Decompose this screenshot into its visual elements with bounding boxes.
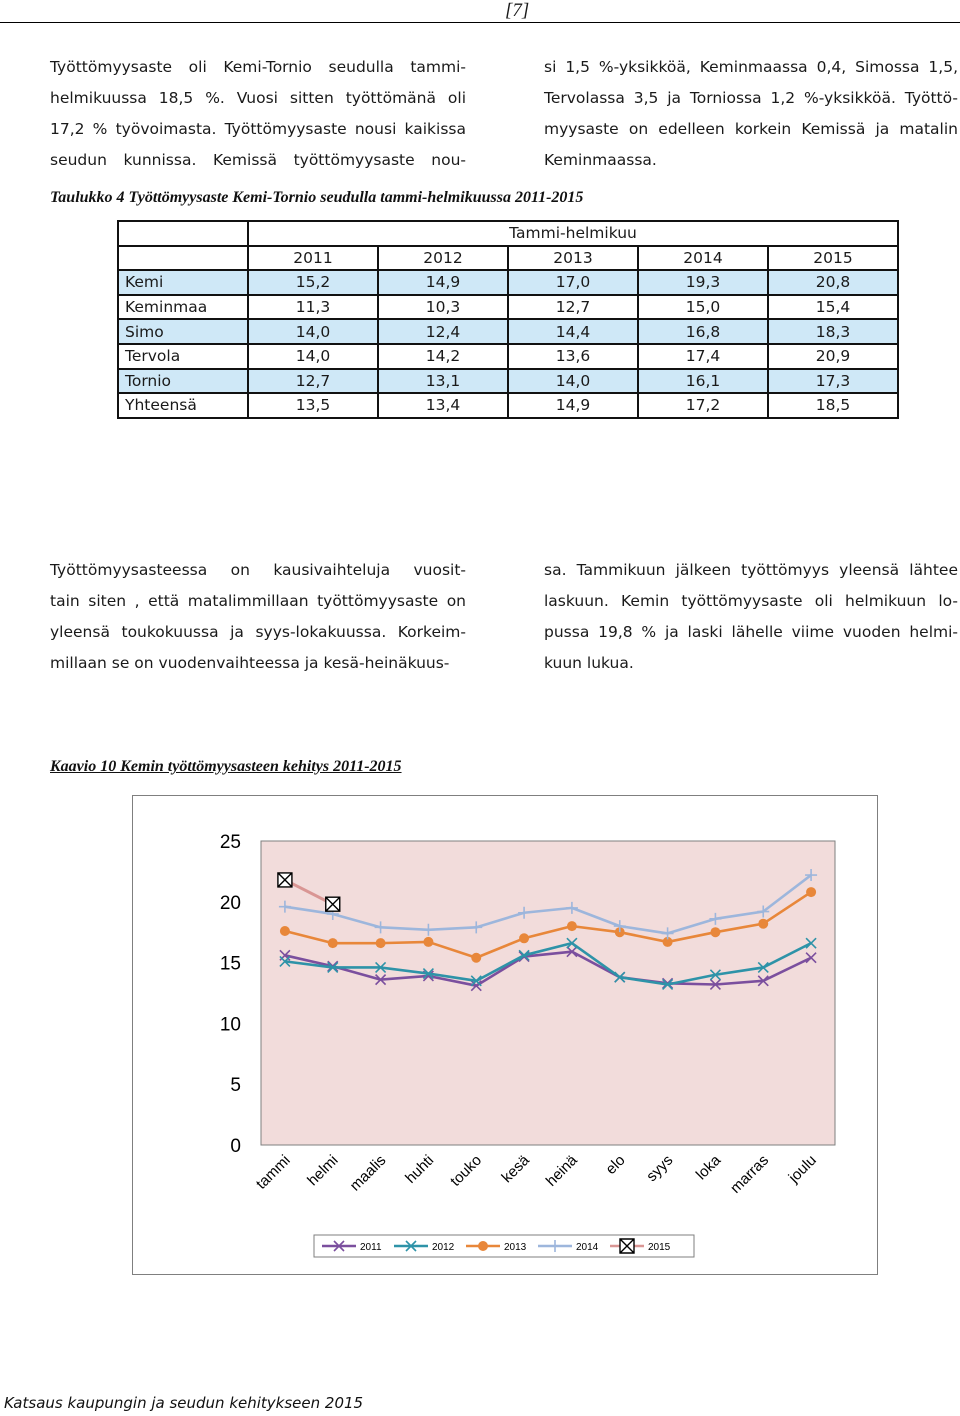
legend-label: 2014 (576, 1242, 599, 1253)
x-tick-label: maalis (346, 1151, 390, 1195)
x-tick-label: joulu (785, 1151, 820, 1187)
data-point-marker (478, 1241, 488, 1251)
table-cell: 10,3 (378, 295, 508, 320)
legend-label: 2012 (432, 1242, 455, 1253)
year-header: 2012 (378, 246, 508, 271)
page-number: [7] (505, 0, 530, 21)
table-cell: 15,2 (248, 270, 378, 295)
table-cell: 14,0 (508, 369, 638, 394)
table-row (118, 270, 898, 295)
data-point-marker (567, 921, 577, 931)
text-line: sa. Tammikuun jälkeen työttömyys yleensä lähtee (544, 561, 958, 579)
table-cell: 12,7 (248, 369, 378, 394)
x-tick-label: kesä (498, 1151, 533, 1187)
table-cell: 15,4 (768, 295, 898, 320)
text-line: Keminmaassa. (544, 151, 657, 169)
data-point-marker (280, 926, 290, 936)
data-point-marker (519, 933, 529, 943)
table-cell: 13,6 (508, 344, 638, 369)
legend-label: 2013 (504, 1242, 527, 1253)
data-point-marker (710, 927, 720, 937)
y-tick-label: 15 (219, 953, 241, 975)
table-cell: 12,7 (508, 295, 638, 320)
legend-label: 2015 (648, 1242, 671, 1253)
row-label: Tervola (118, 344, 248, 369)
y-tick-label: 25 (219, 832, 241, 853)
intro-left-column (50, 52, 466, 176)
data-point-marker (806, 887, 816, 897)
text-line: si 1,5 %-yksikköä, Keminmaassa 0,4, Simossa 1,5, (544, 58, 958, 76)
table-cell: 14,9 (378, 270, 508, 295)
data-point-marker (620, 1239, 634, 1253)
text-line: tain siten , että matalimmillaan työttömyysaste on (50, 592, 466, 610)
text-line: pussa 19,8 % ja laski lähelle viime vuoden helmi- (544, 623, 958, 641)
table-cell: 18,5 (768, 393, 898, 418)
text-line: Työttömyysasteessa on kausivaihteluja vuosit- (50, 561, 466, 579)
table-row (118, 393, 898, 418)
x-tick-label: huhti (402, 1151, 438, 1187)
table-cell: 13,5 (248, 393, 378, 418)
legend (314, 1235, 694, 1257)
y-tick-label: 20 (219, 892, 241, 914)
table-cell: 13,4 (378, 393, 508, 418)
text-line: laskuun. Kemin työttömyysaste oli helmikuun lo- (544, 592, 958, 610)
page-footer: Katsaus kaupungin ja seudun kehitykseen 2015 (4, 1394, 364, 1412)
table-cell: 19,3 (638, 270, 768, 295)
table-header-row (118, 221, 898, 246)
table-cell: 17,0 (508, 270, 638, 295)
table-cell: 14,0 (248, 319, 378, 344)
y-tick-label: 0 (230, 1136, 241, 1157)
table-cell: 18,3 (768, 319, 898, 344)
table-cell: 16,1 (638, 369, 768, 394)
x-tick-label: elo (602, 1151, 629, 1178)
x-tick-label: heinä (542, 1151, 581, 1190)
body-left-column (50, 555, 466, 679)
x-tick-label: marras (727, 1151, 773, 1197)
data-point-marker (328, 938, 338, 948)
year-header: 2011 (248, 246, 378, 271)
x-tick-label: touko (447, 1151, 486, 1190)
intro-right-column (544, 52, 958, 176)
table-cell: 14,4 (508, 319, 638, 344)
data-point-marker (376, 938, 386, 948)
body-right-column (544, 555, 958, 679)
text-line: millaan se on vuodenvaihteessa ja kesä-heinäkuus- (50, 654, 450, 672)
text-line: seudun kunnissa. Kemissä työttömyysaste nou- (50, 151, 466, 169)
text-line: helmikuussa 18,5 %. Vuosi sitten työttömänä oli (50, 89, 466, 107)
table-cell: 14,9 (508, 393, 638, 418)
legend-label: 2011 (360, 1242, 382, 1253)
table-cell: 14,0 (248, 344, 378, 369)
text-line: Tervolassa 3,5 ja Torniossa 1,2 %-yksikköä. Työttö- (544, 89, 958, 107)
data-point-marker (278, 873, 292, 887)
data-point-marker (471, 953, 481, 963)
row-label: Kemi (118, 270, 248, 295)
table-cell: 17,2 (638, 393, 768, 418)
x-tick-label: helmi (304, 1151, 342, 1190)
chart-caption: Kaavio 10 Kemin työttömyysasteen kehitys 2011-2015 (50, 758, 402, 775)
table-cell: 20,8 (768, 270, 898, 295)
text-line: kuun lukua. (544, 654, 634, 672)
unemployment-table (117, 220, 899, 419)
plot-area (261, 841, 835, 1145)
data-point-marker (423, 937, 433, 947)
text-line: yleensä toukokuussa ja syys-lokakuussa. Korkeim- (50, 623, 466, 641)
y-tick-label: 10 (219, 1014, 241, 1036)
table-cell: 15,0 (638, 295, 768, 320)
table-group-header: Tammi-helmikuu (248, 221, 898, 246)
table-row (118, 295, 898, 320)
year-header: 2014 (638, 246, 768, 271)
x-tick-label: syys (643, 1151, 677, 1186)
table-row (118, 369, 898, 394)
text-line: 17,2 % työvoimasta. Työttömyysaste nousi kaikissa (50, 120, 466, 138)
data-point-marker (326, 897, 340, 911)
table-cell: 17,3 (768, 369, 898, 394)
row-label: Keminmaa (118, 295, 248, 320)
unemployment-line-chart (132, 795, 878, 1275)
x-tick-label: tammi (252, 1151, 294, 1193)
data-point-marker (758, 919, 768, 929)
row-label: Simo (118, 319, 248, 344)
text-line: myysaste on edelleen korkein Kemissä ja matalin (544, 120, 958, 138)
table-caption: Taulukko 4 Työttömyysaste Kemi-Tornio seudulla tammi-helmikuussa 2011-2015 (50, 189, 584, 206)
table-cell: 14,2 (378, 344, 508, 369)
table-cell: 13,1 (378, 369, 508, 394)
table-corner-cell (118, 246, 248, 271)
table-cell: 16,8 (638, 319, 768, 344)
table-cell: 17,4 (638, 344, 768, 369)
table-cell: 11,3 (248, 295, 378, 320)
row-label: Tornio (118, 369, 248, 394)
row-label: Yhteensä (118, 393, 248, 418)
table-row (118, 319, 898, 344)
text-line: Työttömyysaste oli Kemi-Tornio seudulla tammi- (50, 58, 466, 76)
header-rule (0, 22, 960, 23)
year-header: 2013 (508, 246, 638, 271)
table-cell: 20,9 (768, 344, 898, 369)
table-cell: 12,4 (378, 319, 508, 344)
year-header: 2015 (768, 246, 898, 271)
table-corner-cell (118, 221, 248, 246)
table-year-row (118, 246, 898, 271)
table-row (118, 344, 898, 369)
x-tick-label: loka (692, 1151, 725, 1184)
y-tick-label: 5 (230, 1075, 241, 1097)
